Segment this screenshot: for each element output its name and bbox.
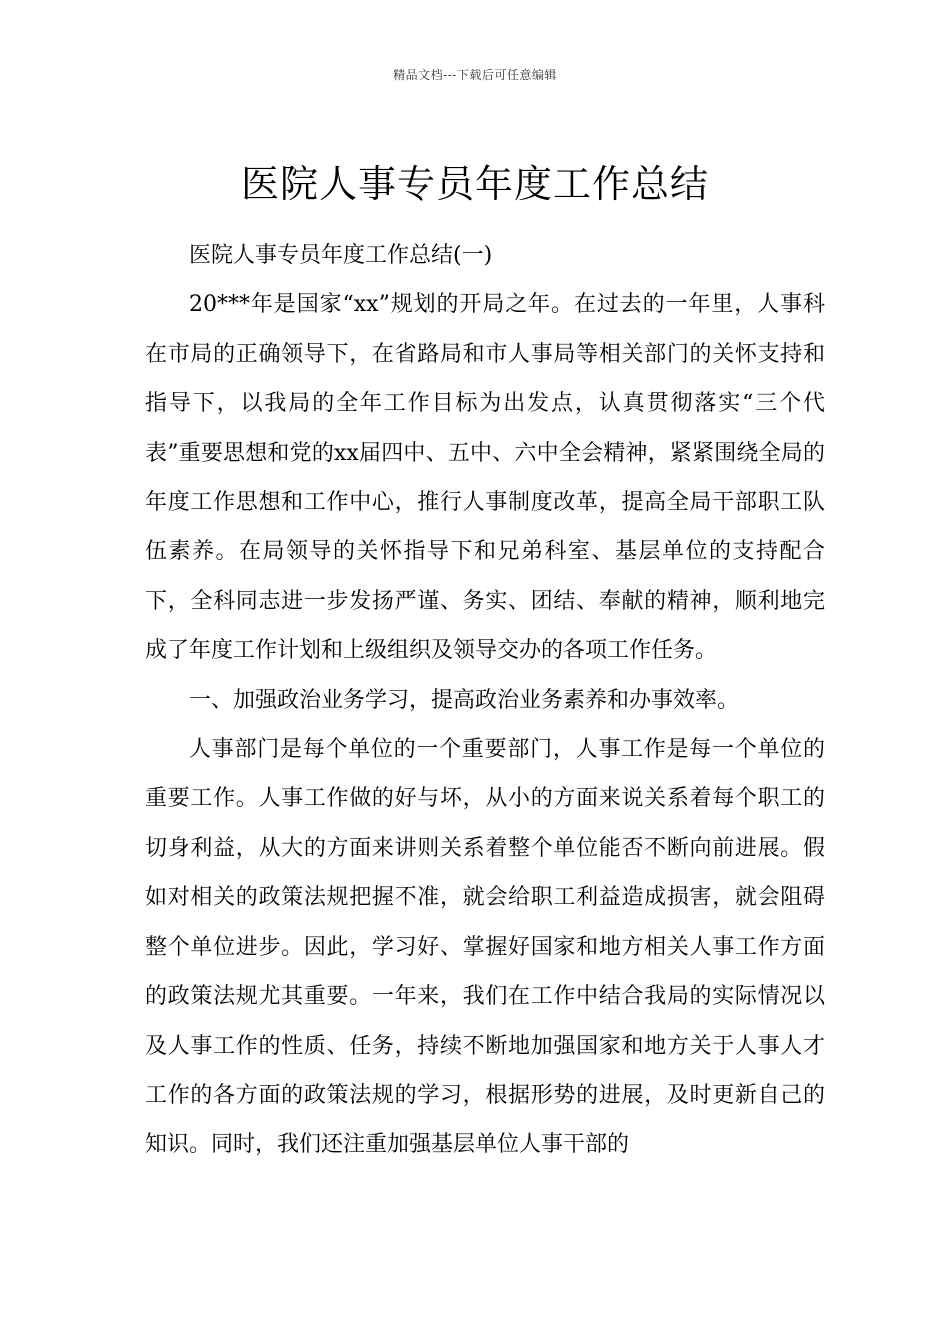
document-body: [145, 231, 825, 1170]
section-heading: 一、加强政治业务学习，提高政治业务素养和办事效率。: [189, 687, 740, 713]
body-paragraph: 人事部门是每个单位的一个重要部门，人事工作是每一个单位的重要工作。人事工作做的好与坏，从小的方面来说关系着每个职工的切身利益，从大的方面来讲则关系着整个单位能否不断向前进展。假如对相关的政策法规把握不准，就会给职工利益造成损害，就会阻碍整个单位进步。因此，学习好、掌握好国家和地方相关人事工作方面的政策法规尤其重要。一年来，我们在工作中结合我局的实际情况以及人事工作的性质、任务，持续不断地加强国家和地方关于人事人才工作的各方面的政策法规的学习，根据形势的进展，及时更新自己的知识。同时，我们还注重加强基层单位人事干部的: [145, 737, 825, 1158]
section-heading: 医院人事专员年度工作总结(一): [189, 243, 493, 268]
header-note: 精品文档---下载后可任意编辑: [393, 68, 557, 82]
body-paragraph: 20***年是国家“xx”规划的开局之年。在过去的一年里，人事科在市局的正确领导下，在省路局和市人事局等相关部门的关怀支持和指导下，以我局的全年工作目标为出发点，认真贯彻落实“三个代表”重要思想和党的xx届四中、五中、六中全会精神，紧紧围绕全局的年度工作思想和工作中心，推行人事制度改革，提高全局干部职工队伍素养。在局领导的关怀指导下和兄弟科室、基层单位的支持配合下，全科同志进一步发扬严谨、务实、团结、奉献的精神，顺利地完成了年度工作计划和上级组织及领导交办的各项工作任务。: [145, 292, 825, 664]
document-title: 医院人事专员年度工作总结: [240, 162, 709, 207]
